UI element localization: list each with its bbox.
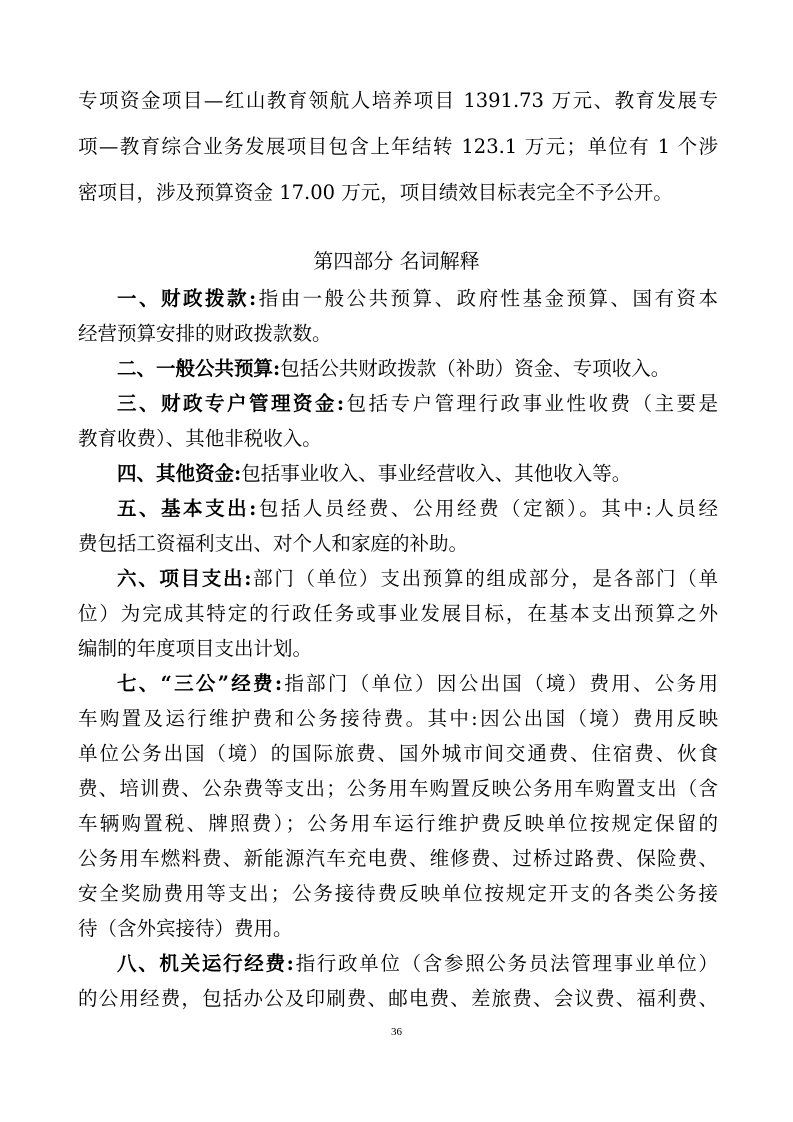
- term-4-label: 四、其他资金:: [117, 462, 242, 485]
- term-7-continuation-6: 安全奖励费用等支出；公务接待费反映单位按规定开支的各类公务接: [78, 882, 718, 905]
- intro-line-2: 项—教育综合业务发展项目包含上年结转 123.1 万元；单位有 1 个涉: [78, 135, 718, 158]
- term-7-label: 七、“三公”经费:: [117, 672, 283, 695]
- term-6-label: 六、项目支出:: [117, 567, 252, 590]
- term-7-continuation-5: 公务用车燃料费、新能源汽车充电费、维修费、过桥过路费、保险费、: [78, 847, 718, 870]
- term-5-line: [117, 493, 718, 525]
- term-5-text: 包括人员经费、公用经费（定额）。其中:人员经: [256, 497, 719, 520]
- term-8-label: 八、机关运行经费:: [117, 952, 294, 975]
- term-6-continuation-1: 位）为完成其特定的行政任务或事业发展目标，在基本支出预算之外: [78, 602, 718, 625]
- term-7-continuation-4: 车辆购置税、牌照费）；公务用车运行维护费反映单位按规定保留的: [78, 812, 718, 835]
- intro-line-3: 密项目，涉及预算资金 17.00 万元，项目绩效目标表完全不予公开。: [78, 181, 673, 204]
- term-1-label: 一、财政拨款:: [117, 287, 257, 310]
- section-title: 第四部分 名词解释: [313, 249, 480, 273]
- term-4-text: 包括事业收入、事业经营收入、其他收入等。: [241, 462, 632, 485]
- term-7-text: 指部门（单位）因公出国（境）费用、公务用: [282, 672, 718, 695]
- term-1-text: 指由一般公共预算、政府性基金预算、国有资本: [256, 287, 718, 310]
- term-1-line: [117, 283, 718, 315]
- term-3-continuation: 教育收费）、其他非税收入。: [78, 427, 322, 450]
- intro-line-1: 专项资金项目—红山教育领航人培养项目 1391.73 万元、教育发展专: [78, 89, 718, 112]
- term-5-label: 五、基本支出:: [117, 497, 257, 520]
- term-3-line: [117, 388, 718, 420]
- term-1-continuation: 经营预算安排的财政拨款数。: [78, 322, 332, 345]
- term-7-continuation-3: 费、培训费、公杂费等支出；公务用车购置反映公务用车购置支出（含: [78, 777, 718, 800]
- term-8-text: 指行政单位（含参照公务员法管理事业单位）: [293, 952, 718, 975]
- term-7-continuation-1: 车购置及运行维护费和公务接待费。其中:因公出国（境）费用反映: [78, 707, 718, 730]
- term-6-continuation-2: 编制的年度项目支出计划。: [78, 637, 313, 660]
- term-2-line: [117, 353, 718, 385]
- term-3-text: 包括专户管理行政事业性收费（主要是: [344, 392, 718, 415]
- term-4-line: [117, 458, 718, 490]
- term-5-continuation: 费包括工资福利支出、对个人和家庭的补助。: [78, 532, 469, 555]
- term-7-continuation-2: 单位公务出国（境）的国际旅费、国外城市间交通费、住宿费、伙食: [78, 742, 718, 765]
- page-number: 36: [391, 1026, 402, 1038]
- term-7-line: [117, 668, 718, 700]
- term-2-label: 二、一般公共预算:: [117, 357, 281, 380]
- term-3-label: 三、财政专户管理资金:: [117, 392, 345, 415]
- term-8-continuation-1: 的公用经费，包括办公及印刷费、邮电费、差旅费、会议费、福利费、: [78, 987, 718, 1010]
- term-6-line: [117, 563, 718, 595]
- term-2-text: 包括公共财政拨款（补助）资金、专项收入。: [280, 357, 671, 380]
- term-7-continuation-7: 待（含外宾接待）费用。: [78, 917, 293, 940]
- term-6-text: 部门（单位）支出预算的组成部分，是各部门（单: [251, 567, 718, 590]
- term-8-line: [117, 948, 718, 980]
